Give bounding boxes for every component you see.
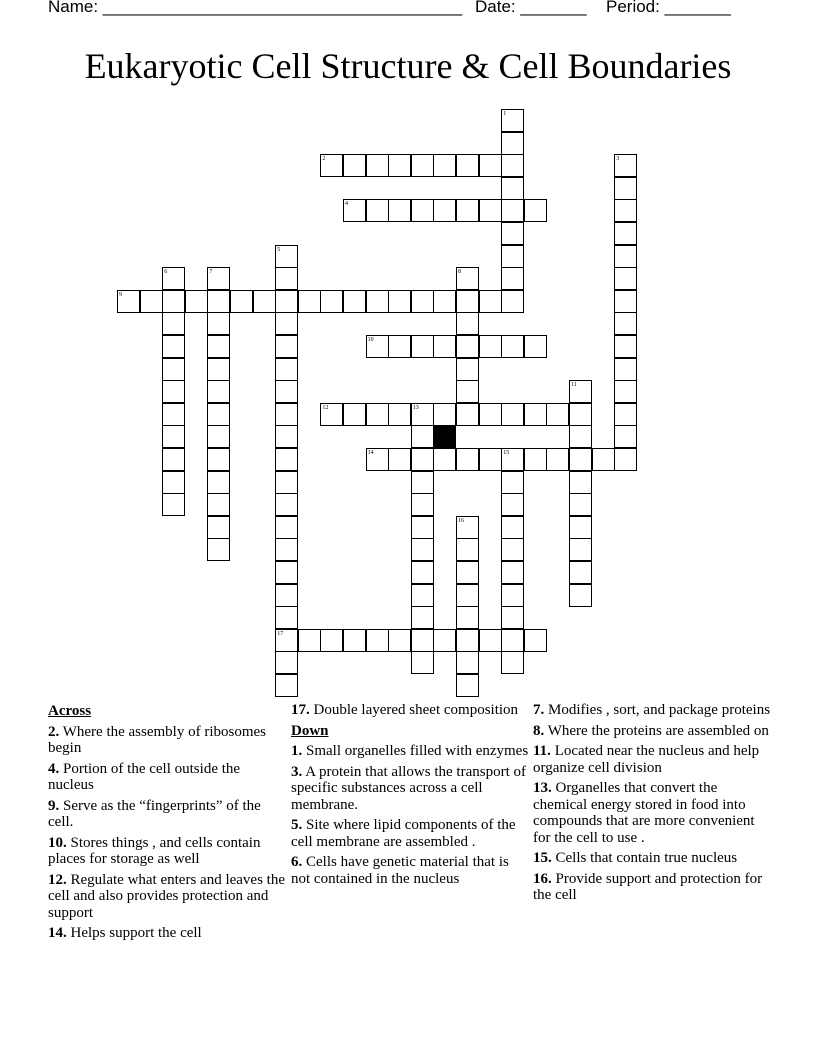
crossword-cell[interactable] [366, 290, 389, 313]
crossword-cell[interactable] [162, 358, 185, 381]
clue-text: Cells that contain true nucleus [555, 850, 738, 866]
crossword-cell[interactable] [614, 335, 637, 358]
crossword-cell[interactable] [614, 448, 637, 471]
clue-down-15 [533, 850, 773, 867]
crossword-cell[interactable] [501, 154, 524, 177]
crossword-cell[interactable] [320, 154, 343, 177]
crossword-cell[interactable] [456, 312, 479, 335]
crossword-cell[interactable] [501, 651, 524, 674]
crossword-cell[interactable] [366, 448, 389, 471]
clue-number: 12. [48, 871, 67, 888]
crossword-cell[interactable] [411, 290, 434, 313]
clue-number: 17. [291, 702, 310, 718]
crossword-cell[interactable] [614, 403, 637, 426]
worksheet-header [48, 0, 768, 21]
clue-number-label: 2 [322, 156, 326, 163]
crossword-cell[interactable] [456, 629, 479, 652]
crossword-cell[interactable] [162, 267, 185, 290]
crossword-cell[interactable] [388, 403, 411, 426]
crossword-cell[interactable] [320, 290, 343, 313]
crossword-cell[interactable] [366, 629, 389, 652]
crossword-cell[interactable] [162, 493, 185, 516]
crossword-cell[interactable] [343, 154, 366, 177]
crossword-cell[interactable] [501, 448, 524, 471]
crossword-cell[interactable] [162, 380, 185, 403]
crossword-cell[interactable] [253, 290, 276, 313]
clue-number-label: 6 [164, 269, 168, 276]
crossword-cell[interactable] [275, 358, 298, 381]
crossword-cell[interactable] [592, 448, 615, 471]
crossword-cell[interactable] [456, 154, 479, 177]
crossword-cell[interactable] [275, 629, 298, 652]
crossword-cell[interactable] [275, 516, 298, 539]
clue-text: Stores things , and cells contain places for storage as well [48, 834, 261, 867]
clue-across-9 [48, 798, 288, 831]
crossword-cell[interactable] [343, 199, 366, 222]
clue-number: 11. [533, 743, 551, 759]
crossword-cell[interactable] [230, 290, 253, 313]
clue-text: Double layered sheet composition [313, 702, 519, 718]
clue-number: 15. [533, 850, 552, 866]
clue-down-16 [533, 871, 773, 904]
crossword-cell[interactable] [140, 290, 163, 313]
crossword-cell[interactable] [207, 538, 230, 561]
clue-text: Provide support and protection for the cell [533, 870, 763, 903]
crossword-cell[interactable] [456, 335, 479, 358]
crossword-cell[interactable] [275, 651, 298, 674]
crossword-cell[interactable] [275, 380, 298, 403]
crossword-block [433, 425, 456, 448]
crossword-cell[interactable] [524, 335, 547, 358]
clue-number-label: 13 [412, 404, 419, 411]
clues-column-2 [291, 702, 531, 891]
crossword-cell[interactable] [569, 493, 592, 516]
clue-number: 4. [48, 760, 60, 777]
crossword-cell[interactable] [162, 403, 185, 426]
crossword-cell[interactable] [162, 290, 185, 313]
crossword-cell[interactable] [456, 290, 479, 313]
crossword-cell[interactable] [614, 358, 637, 381]
crossword-cell[interactable] [614, 312, 637, 335]
crossword-cell[interactable] [524, 403, 547, 426]
crossword-cell[interactable] [501, 177, 524, 200]
crossword-cell[interactable] [207, 380, 230, 403]
clue-number-label: 5 [277, 246, 281, 253]
clue-number-label: 9 [119, 291, 122, 298]
crossword-cell[interactable] [366, 154, 389, 177]
crossword-cell[interactable] [569, 448, 592, 471]
crossword-cell[interactable] [569, 538, 592, 561]
crossword-cell[interactable] [569, 584, 592, 607]
crossword-cell[interactable] [207, 312, 230, 335]
clue-number-label: 1 [503, 111, 507, 117]
crossword-cell[interactable] [411, 425, 434, 448]
crossword-cell[interactable] [411, 561, 434, 584]
crossword-cell[interactable] [501, 222, 524, 245]
clue-number: 5. [291, 817, 303, 833]
crossword-cell[interactable] [456, 267, 479, 290]
crossword-cell[interactable] [411, 538, 434, 561]
across-heading: Across [48, 703, 92, 719]
crossword-cell[interactable] [275, 448, 298, 471]
crossword-cell[interactable] [569, 516, 592, 539]
crossword-cell[interactable] [298, 290, 321, 313]
crossword-cell[interactable] [456, 380, 479, 403]
crossword-cell[interactable] [456, 606, 479, 629]
clue-number-label: 7 [209, 269, 213, 276]
crossword-cell[interactable] [569, 380, 592, 403]
clue-number: 2. [48, 723, 60, 740]
crossword-cell[interactable] [343, 290, 366, 313]
crossword-cell[interactable] [479, 335, 502, 358]
crossword-cell[interactable] [388, 199, 411, 222]
clue-number-label: 16 [458, 517, 464, 524]
crossword-cell[interactable] [569, 403, 592, 426]
crossword-cell[interactable] [275, 538, 298, 561]
clue-text: Modifies , sort, and package proteins [548, 702, 771, 718]
clue-down-3 [291, 764, 531, 814]
clue-number: 3. [291, 763, 303, 780]
clue-number: 10. [48, 834, 67, 851]
clues-column-3 [533, 702, 773, 908]
clue-number-label: 3 [616, 156, 620, 163]
crossword-cell[interactable] [433, 448, 456, 471]
crossword-cell[interactable] [524, 448, 547, 471]
crossword-cell[interactable] [343, 629, 366, 652]
crossword-cell[interactable] [411, 651, 434, 674]
crossword-cell[interactable] [614, 267, 637, 290]
crossword-cell[interactable] [162, 335, 185, 358]
crossword-cell[interactable] [162, 425, 185, 448]
crossword-cell[interactable] [275, 493, 298, 516]
clue-number: 6. [291, 854, 303, 870]
crossword-cell[interactable] [275, 245, 298, 268]
crossword-cell[interactable] [411, 335, 434, 358]
clue-down-13 [533, 780, 773, 846]
clue-number-label: 17 [277, 630, 284, 637]
crossword-cell[interactable] [479, 403, 502, 426]
crossword-cell[interactable] [275, 312, 298, 335]
crossword-cell[interactable] [614, 222, 637, 245]
crossword-cell[interactable] [185, 290, 208, 313]
crossword-cell[interactable] [411, 493, 434, 516]
crossword-cell[interactable] [162, 312, 185, 335]
crossword-cell[interactable] [501, 267, 524, 290]
clue-number-label: 14 [367, 450, 374, 456]
clue-across-10 [48, 835, 288, 868]
crossword-cell[interactable] [411, 629, 434, 652]
clue-number-label: 8 [458, 269, 461, 276]
clue-number: 13. [533, 780, 552, 796]
crossword-cell[interactable] [275, 674, 298, 697]
crossword-cell[interactable] [411, 154, 434, 177]
crossword-cell[interactable] [433, 403, 456, 426]
clue-number-label: 4 [345, 201, 348, 208]
crossword-cell[interactable] [411, 448, 434, 471]
crossword-cell[interactable] [456, 516, 479, 539]
clue-across-4 [48, 761, 288, 794]
crossword-cell[interactable] [479, 290, 502, 313]
clue-across-2 [48, 724, 288, 757]
crossword-cell[interactable] [614, 245, 637, 268]
crossword-cell[interactable] [456, 448, 479, 471]
crossword-cell[interactable] [546, 448, 569, 471]
clue-down-1 [291, 743, 531, 760]
crossword-cell[interactable] [546, 403, 569, 426]
crossword-cell[interactable] [433, 335, 456, 358]
clue-text: Small organelles filled with enzymes [306, 743, 529, 759]
crossword-cell[interactable] [456, 358, 479, 381]
crossword-cell[interactable] [117, 290, 140, 313]
crossword-cell[interactable] [501, 516, 524, 539]
crossword-cell[interactable] [456, 538, 479, 561]
clue-number: 8. [533, 722, 545, 739]
crossword-cell[interactable] [456, 584, 479, 607]
crossword-cell[interactable] [479, 154, 502, 177]
crossword-cell[interactable] [207, 425, 230, 448]
page-title: Eukaryotic Cell Structure & Cell Boundaries [84, 46, 732, 86]
crossword-cell[interactable] [501, 132, 524, 155]
crossword-cell[interactable] [501, 629, 524, 652]
clue-number-label: 12 [322, 404, 329, 411]
clue-number: 14. [48, 925, 67, 941]
crossword-cell[interactable] [501, 199, 524, 222]
crossword-cell[interactable] [501, 584, 524, 607]
crossword-cell[interactable] [207, 290, 230, 313]
crossword-cell[interactable] [207, 516, 230, 539]
crossword-cell[interactable] [433, 154, 456, 177]
crossword-cell[interactable] [275, 425, 298, 448]
crossword-cell[interactable] [162, 471, 185, 494]
clue-down-5 [291, 817, 531, 850]
clue-text: A protein that allows the transport of specific substances across a cell membrane. [291, 763, 526, 813]
name-field[interactable]: Name: ______________________________________ [48, 0, 463, 16]
crossword-cell[interactable] [162, 448, 185, 471]
clue-number: 16. [533, 870, 552, 887]
clue-number: 1. [291, 743, 303, 759]
crossword-cell[interactable] [433, 290, 456, 313]
crossword-cell[interactable] [275, 584, 298, 607]
crossword-cell[interactable] [501, 403, 524, 426]
crossword-cell[interactable] [479, 629, 502, 652]
crossword-cell[interactable] [501, 335, 524, 358]
crossword-cell[interactable] [501, 606, 524, 629]
crossword-cell[interactable] [411, 403, 434, 426]
crossword-cell[interactable] [569, 471, 592, 494]
crossword-cell[interactable] [456, 199, 479, 222]
crossword-cell[interactable] [275, 290, 298, 313]
clue-text: Helps support the cell [70, 925, 202, 941]
clue-text: Portion of the cell outside the nucleus [48, 760, 241, 793]
down-heading: Down [291, 722, 329, 739]
crossword-cell[interactable] [207, 335, 230, 358]
crossword-cell[interactable] [343, 403, 366, 426]
crossword-cell[interactable] [207, 493, 230, 516]
crossword-cell[interactable] [275, 403, 298, 426]
crossword-cell[interactable] [207, 448, 230, 471]
crossword-cell[interactable] [411, 199, 434, 222]
crossword-cell[interactable] [388, 154, 411, 177]
crossword-cell[interactable] [298, 629, 321, 652]
crossword-cell[interactable] [614, 177, 637, 200]
crossword-cell[interactable] [501, 538, 524, 561]
clue-text: Where the assembly of ribosomes begin [48, 723, 267, 756]
crossword-cell[interactable] [275, 606, 298, 629]
crossword-cell[interactable] [479, 199, 502, 222]
clue-down-6 [291, 854, 531, 887]
crossword-cell[interactable] [569, 425, 592, 448]
crossword-cell[interactable] [388, 629, 411, 652]
crossword-cell[interactable] [614, 425, 637, 448]
crossword-cell[interactable] [501, 245, 524, 268]
clue-text: Where the proteins are assembled on [547, 722, 769, 739]
crossword-cell[interactable] [433, 629, 456, 652]
crossword-cell[interactable] [569, 561, 592, 584]
crossword-cell[interactable] [524, 199, 547, 222]
period-field[interactable]: Period: _______ [606, 0, 731, 16]
clue-number-label: 11 [571, 382, 577, 389]
crossword-cell[interactable] [411, 584, 434, 607]
clue-across-12 [48, 872, 288, 922]
crossword-cell[interactable] [614, 380, 637, 403]
clue-down-11 [533, 743, 773, 776]
crossword-cell[interactable] [411, 516, 434, 539]
crossword-cell[interactable] [320, 403, 343, 426]
date-field[interactable]: Date: _______ [475, 0, 587, 16]
crossword-cell[interactable] [456, 403, 479, 426]
crossword-cell[interactable] [411, 471, 434, 494]
crossword-cell[interactable] [479, 448, 502, 471]
crossword-cell[interactable] [411, 606, 434, 629]
crossword-cell[interactable] [456, 674, 479, 697]
crossword-cell[interactable] [614, 290, 637, 313]
crossword-cell[interactable] [366, 403, 389, 426]
clue-number-label: 15 [503, 450, 510, 456]
crossword-cell[interactable] [275, 267, 298, 290]
crossword-cell[interactable] [207, 267, 230, 290]
crossword-cell[interactable] [275, 335, 298, 358]
crossword-cell[interactable] [501, 493, 524, 516]
crossword-cell[interactable] [501, 290, 524, 313]
crossword-cell[interactable] [614, 154, 637, 177]
crossword-cell[interactable] [456, 651, 479, 674]
crossword-cell[interactable] [275, 561, 298, 584]
crossword-cell[interactable] [366, 199, 389, 222]
crossword-cell[interactable] [207, 403, 230, 426]
crossword-cell[interactable] [524, 629, 547, 652]
crossword-cell[interactable] [433, 199, 456, 222]
clue-text: Regulate what enters and leaves the cell and also provides protection and support [48, 871, 285, 921]
clue-text: Cells have genetic material that is not contained in the nucleus [291, 854, 509, 887]
clue-text: Site where lipid components of the cell membrane are assembled . [291, 817, 516, 850]
crossword-cell[interactable] [320, 629, 343, 652]
clue-text: Serve as the “fingerprints” of the cell. [48, 797, 261, 830]
crossword-cell[interactable] [456, 561, 479, 584]
crossword-cell[interactable] [207, 471, 230, 494]
crossword-cell[interactable] [275, 471, 298, 494]
crossword-cell[interactable] [388, 448, 411, 471]
clues-column-1 [48, 702, 288, 946]
crossword-cell[interactable] [501, 109, 524, 132]
clue-number-label: 10 [367, 337, 374, 343]
crossword-cell[interactable] [614, 199, 637, 222]
clue-down-8 [533, 723, 773, 740]
crossword-cell[interactable] [388, 335, 411, 358]
crossword-cell[interactable] [388, 290, 411, 313]
clue-across-14 [48, 925, 288, 942]
clue-down-7 [533, 702, 773, 719]
crossword-cell[interactable] [501, 561, 524, 584]
crossword-cell[interactable] [501, 471, 524, 494]
clue-number: 9. [48, 797, 60, 814]
clue-text: Organelles that convert the chemical energy stored in food into compounds that are more convenient for the cell to use . [533, 780, 755, 846]
crossword-cell[interactable] [207, 358, 230, 381]
clue-number: 7. [533, 702, 545, 718]
crossword-cell[interactable] [366, 335, 389, 358]
clue-text: Located near the nucleus and help organize cell division [533, 743, 760, 776]
clue-across-17 [291, 702, 531, 719]
